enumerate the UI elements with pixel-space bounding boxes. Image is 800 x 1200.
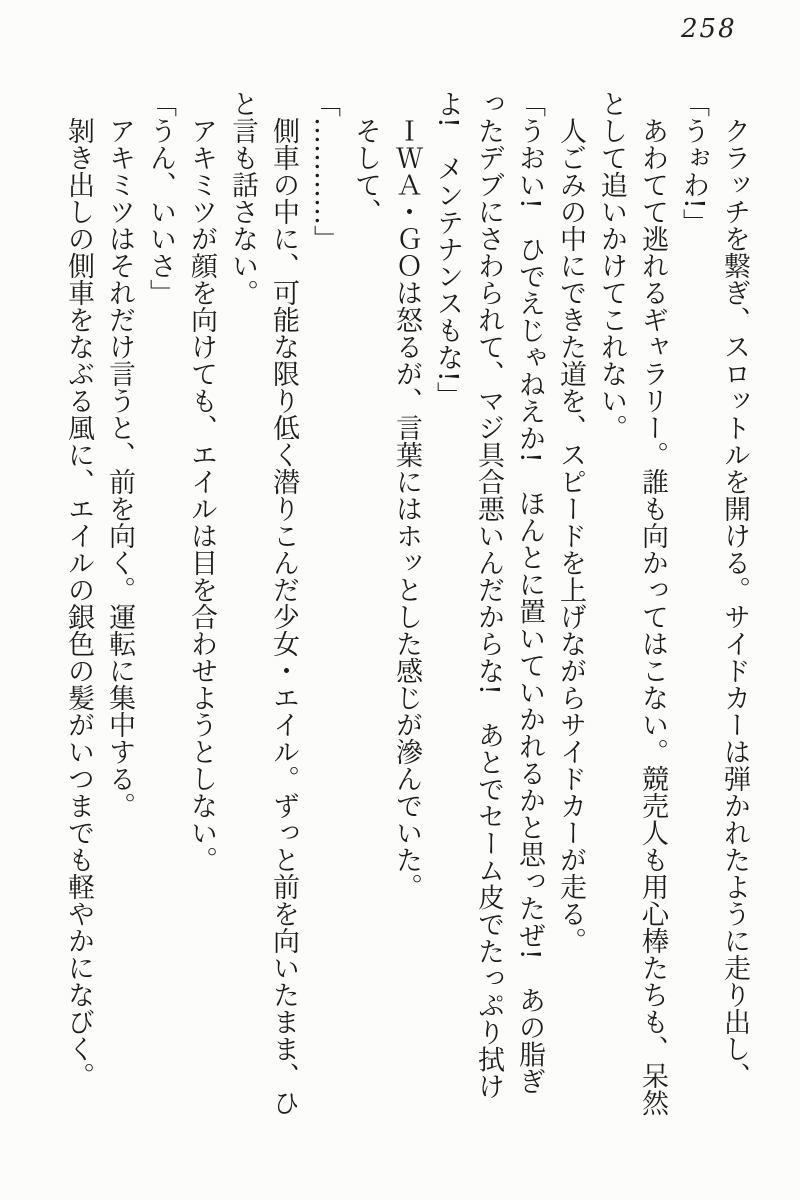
paragraph-10: アキミツが顔を向けても、エイルは目を合わせようとしない。 (186, 117, 217, 873)
paragraph-4: 人ごみの中にできた道を、スピードを上げながらサイドカーが走る。 (555, 117, 586, 954)
paragraph-8: 「…………」 (309, 90, 340, 252)
vertical-text-block (58, 90, 755, 1116)
paragraph-1: クラッチを繋ぎ、スロットルを開ける。サイドカーは弾かれたように走り出し、 (719, 117, 750, 1089)
paragraph-11: 「うん、いいさ」 (145, 90, 176, 306)
paragraph-13: 剝き出しの側車をなぶる風に、エイルの銀色の髪がいつまでも軽やかになびく。 (63, 117, 94, 1089)
paragraph-5: 「うおい! ひでえじゃねえか! ほんとに置いていかれるかと思ったぜ! あの脂ぎったデブにさわられて、マジ具合悪いんだからな! あとでセーム皮でたっぷり拭けよ! メンテナンスもな!」 (432, 90, 545, 1100)
page-number: 258 (681, 14, 737, 44)
paragraph-9: 側車の中に、可能な限り低く潜りこんだ少女・エイル。ずっと前を向いたまま、ひと言も話さない。 (227, 90, 299, 1116)
paragraph-3: あわてて逃れるギャラリー。誰も向かってはこない。競売人も用心棒たちも、呆然として追いかけてこれない。 (596, 90, 668, 1116)
paragraph-12: アキミツはそれだけ言うと、前を向く。運転に集中する。 (104, 117, 135, 819)
paragraph-7: そして、 (350, 117, 381, 225)
paragraph-2: 「うぉわ!」 (678, 90, 709, 236)
paragraph-6: ＩＷＡ・ＧＯは怒るが、言葉にはホッとした感じが滲んでいた。 (391, 117, 422, 900)
